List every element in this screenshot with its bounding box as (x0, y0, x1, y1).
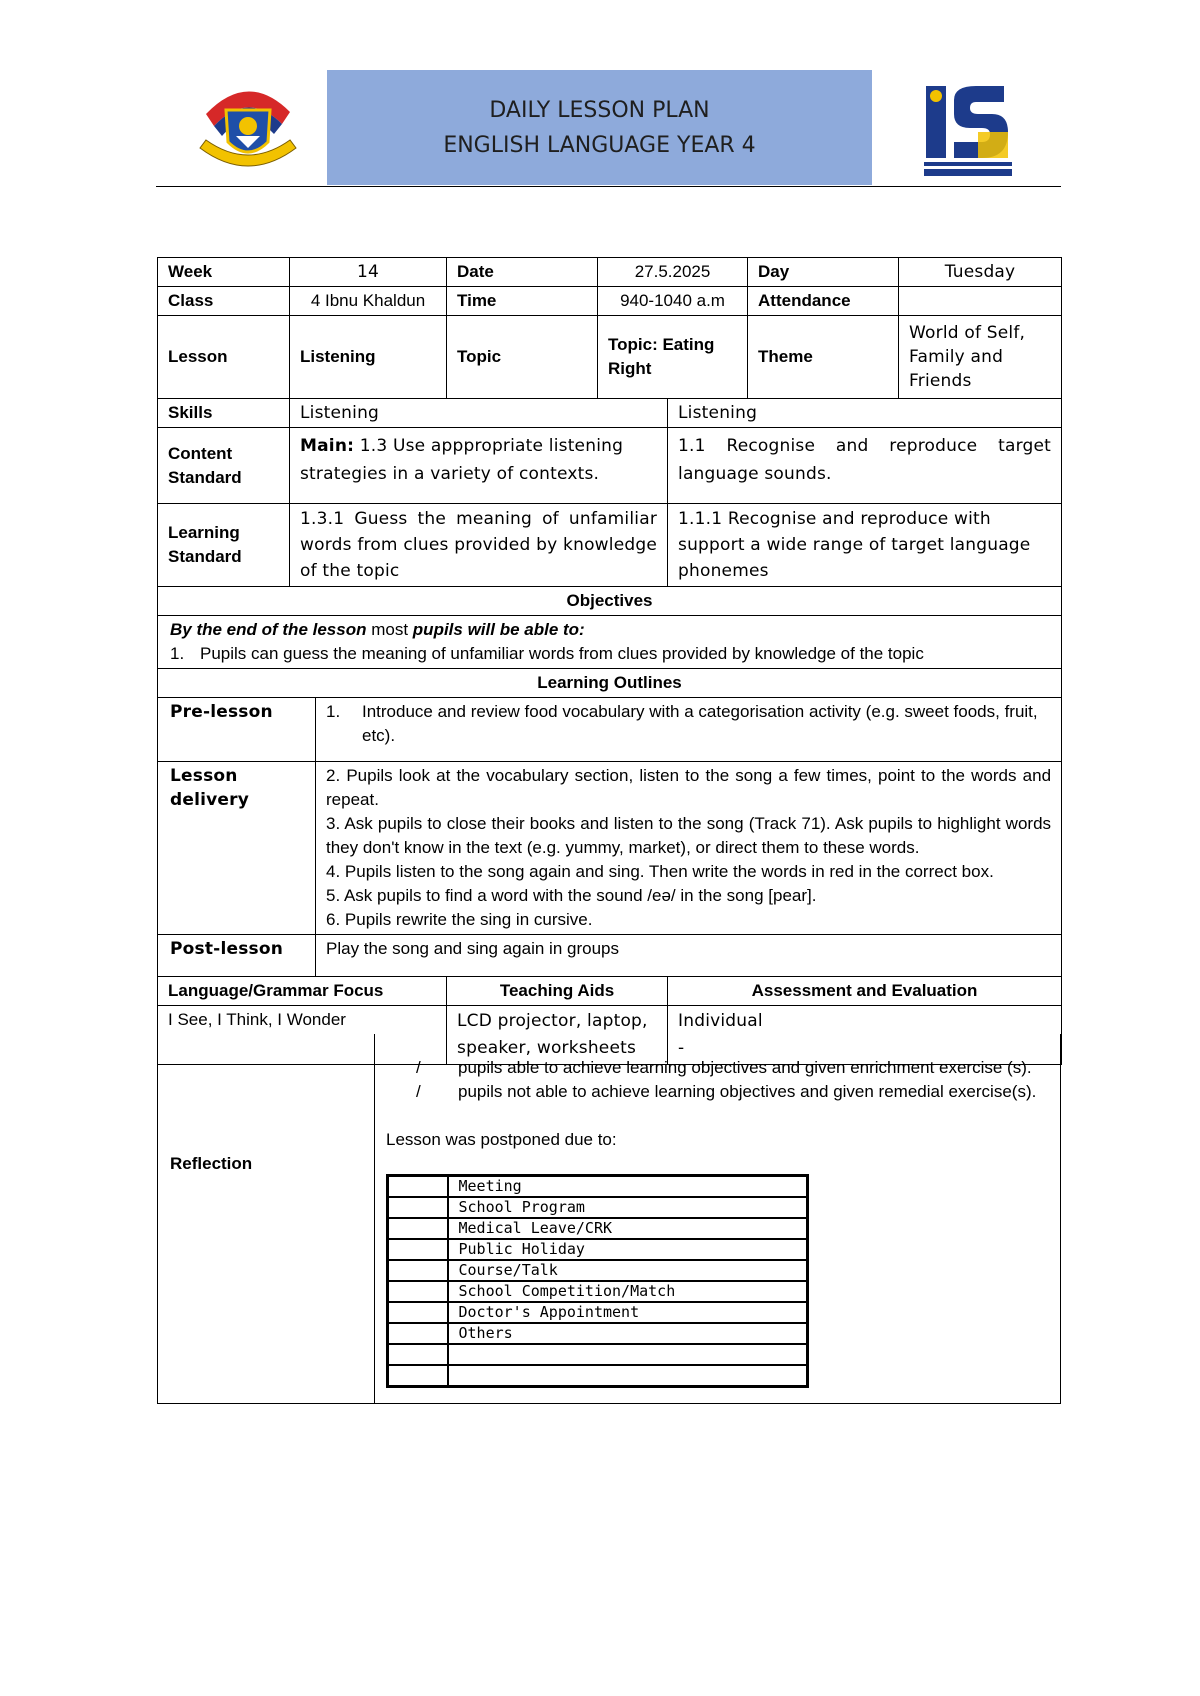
reflection-mark-2: / (416, 1082, 421, 1101)
class-label: Class (158, 287, 290, 316)
reason-label: Public Holiday (448, 1239, 808, 1260)
reason-label: Medical Leave/CRK (448, 1218, 808, 1239)
delivery-step-4: 4. Pupils listen to the song again and sing. Then write the words in red in the correct box. (326, 862, 994, 881)
pre-lesson-cell (316, 698, 1062, 762)
objective-number: 1. (170, 644, 185, 663)
objective-item (170, 642, 1049, 666)
reason-checkbox[interactable] (388, 1344, 448, 1365)
content-standard-label (158, 428, 290, 504)
week-label: Week (158, 258, 290, 287)
attendance-value (899, 287, 1062, 316)
pre-lesson-text: Introduce and review food vocabulary with a categorisation activity (e.g. sweet foods, fruit, etc). (362, 702, 1038, 745)
assessment-line-2: - (678, 1038, 685, 1058)
theme-label: Theme (748, 316, 899, 399)
day-label: Day (748, 258, 899, 287)
date-value: 27.5.2025 (598, 258, 748, 287)
reason-label: School Competition/Match (448, 1281, 808, 1302)
reason-checkbox[interactable] (388, 1239, 448, 1260)
school-crest-icon (192, 76, 304, 176)
class-value: 4 Ibnu Khaldun (290, 287, 447, 316)
main-prefix: Main: (300, 436, 355, 456)
reason-row[interactable] (388, 1365, 808, 1387)
reason-row[interactable] (388, 1344, 808, 1365)
pre-lesson-label: Pre-lesson (158, 698, 316, 762)
learning-standard-label-line1: Learning (168, 523, 240, 542)
reason-label (448, 1365, 808, 1387)
objectives-body (158, 616, 1062, 669)
reflection-statement-1[interactable] (416, 1056, 1036, 1080)
learning-standard-complementary: 1.1.1 Recognise and reproduce with support a wide range of target language phonemes (668, 504, 1062, 587)
week-value: 14 (290, 258, 447, 287)
post-lesson-label: Post-lesson (158, 935, 316, 977)
is25-emblem-icon (920, 78, 1016, 178)
reflection-section (157, 1034, 1061, 1404)
postponed-label: Lesson was postponed due to: (386, 1130, 617, 1149)
day-value: Tuesday (899, 258, 1062, 287)
reason-row[interactable] (388, 1176, 808, 1198)
reason-checkbox[interactable] (388, 1176, 448, 1198)
reflection-text-1: pupils able to achieve learning objectives and given enrichment exercise (s). (458, 1058, 1032, 1077)
postponed-reasons-table (386, 1174, 809, 1388)
assessment-line-1: Individual (678, 1011, 763, 1031)
reflection-mark-1: / (416, 1058, 421, 1077)
delivery-step-5: 5. Ask pupils to find a word with the sound /eə/ in the song [pear]. (326, 886, 817, 905)
assessment-label: Assessment and Evaluation (668, 977, 1062, 1006)
content-standard-main-text: 1.3 Use apppropriate listening strategies in a variety of contexts. (300, 436, 624, 484)
delivery-step-2: 2. Pupils look at the vocabulary section, listen to the song a few times, point to the words and repeat. (326, 766, 1052, 809)
lesson-plan-table (157, 257, 1062, 1065)
reason-label (448, 1344, 808, 1365)
reason-label: Doctor's Appointment (448, 1302, 808, 1323)
reason-checkbox[interactable] (388, 1281, 448, 1302)
delivery-step-3: 3. Ask pupils to close their books and listen to the song (Track 71). Ask pupils to highlight words they don't know in the text (e.g. yummy, market), or direct them to these words. (326, 814, 1052, 857)
reflection-statements (416, 1056, 1036, 1104)
objectives-intro-3: pupils will be able to: (412, 620, 585, 639)
date-label: Date (447, 258, 598, 287)
reason-row[interactable] (388, 1239, 808, 1260)
reason-label: Meeting (448, 1176, 808, 1198)
topic-label: Topic (447, 316, 598, 399)
post-lesson-text: Play the song and sing again in groups (316, 935, 1062, 977)
content-standard-complementary: 1.1 Recognise and reproduce target language sounds. (668, 428, 1062, 504)
delivery-step-6: 6. Pupils rewrite the sing in cursive. (326, 910, 593, 929)
reason-checkbox[interactable] (388, 1302, 448, 1323)
time-value: 940-1040 a.m (598, 287, 748, 316)
reason-label: Course/Talk (448, 1260, 808, 1281)
reason-label: Others (448, 1323, 808, 1344)
objectives-heading: Objectives (158, 587, 1062, 616)
reason-row[interactable] (388, 1302, 808, 1323)
objective-text: Pupils can guess the meaning of unfamiliar words from clues provided by knowledge of the topic (200, 644, 924, 663)
reflection-text-2: pupils not able to achieve learning objectives and given remedial exercise(s). (458, 1082, 1037, 1101)
reason-checkbox[interactable] (388, 1260, 448, 1281)
learning-standard-label-line2: Standard (168, 547, 242, 566)
reason-checkbox[interactable] (388, 1365, 448, 1387)
skills-label: Skills (158, 399, 290, 428)
reason-row[interactable] (388, 1281, 808, 1302)
lesson-label: Lesson (158, 316, 290, 399)
grammar-focus-value: I See, I Think, I Wonder (158, 1006, 447, 1065)
reason-row[interactable] (388, 1260, 808, 1281)
lesson-delivery-cell (316, 762, 1062, 935)
time-label: Time (447, 287, 598, 316)
lesson-delivery-label: Lesson delivery (158, 762, 316, 935)
content-standard-label-line1: Content (168, 443, 233, 463)
pre-lesson-number: 1. (326, 702, 341, 721)
title-banner (327, 70, 872, 185)
topic-value: Topic: Eating Right (598, 316, 748, 399)
attendance-label: Attendance (748, 287, 899, 316)
title-line-2: ENGLISH LANGUAGE YEAR 4 (443, 132, 756, 158)
reason-row[interactable] (388, 1197, 808, 1218)
outlines-heading: Learning Outlines (158, 669, 1062, 698)
objectives-intro-2: most (371, 620, 409, 639)
content-standard-main (290, 428, 668, 504)
skills-complementary: Listening (668, 399, 1062, 428)
reflection-label: Reflection (170, 1154, 253, 1173)
reflection-divider (374, 1034, 375, 1403)
reason-checkbox[interactable] (388, 1197, 448, 1218)
objectives-intro-1: By the end of the lesson (170, 620, 367, 639)
lesson-value: Listening (290, 316, 447, 399)
reason-label: School Program (448, 1197, 808, 1218)
teaching-aids-label: Teaching Aids (447, 977, 668, 1006)
reflection-statement-2[interactable] (416, 1080, 1036, 1104)
content-standard-label-line2: Standard (168, 467, 242, 487)
pre-lesson-item (326, 700, 1051, 748)
title-line-1: DAILY LESSON PLAN (489, 97, 710, 123)
reason-checkbox[interactable] (388, 1323, 448, 1344)
learning-standard-main: 1.3.1 Guess the meaning of unfamiliar words from clues provided by knowledge of the topic (290, 504, 668, 587)
teaching-aids-value: LCD projector, laptop, speaker, worksheets (447, 1006, 668, 1065)
skills-main: Listening (290, 399, 668, 428)
grammar-focus-label: Language/Grammar Focus (158, 977, 447, 1006)
learning-standard-label (158, 504, 290, 587)
reason-row[interactable] (388, 1323, 808, 1344)
page-header (156, 70, 1061, 187)
reason-checkbox[interactable] (388, 1218, 448, 1239)
theme-value: World of Self, Family and Friends (899, 316, 1062, 399)
objectives-intro (170, 618, 1049, 642)
reason-row[interactable] (388, 1218, 808, 1239)
